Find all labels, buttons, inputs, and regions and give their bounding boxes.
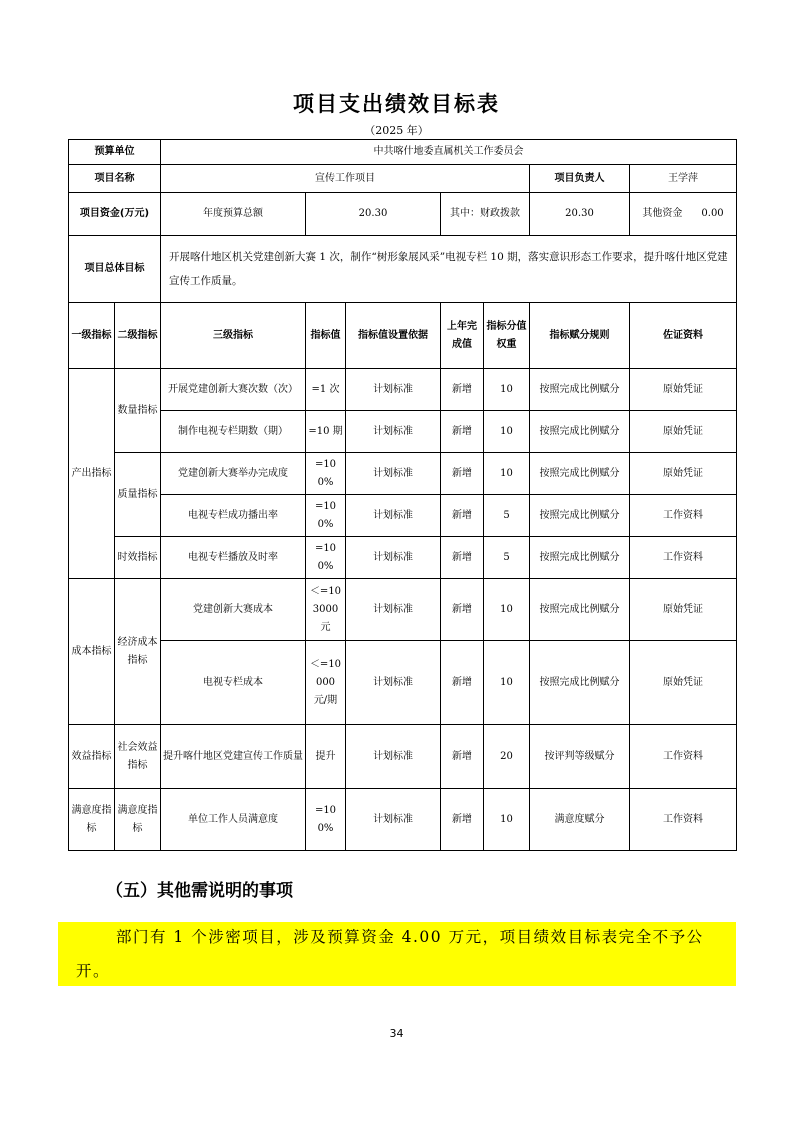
row-rule: 满意度赋分	[530, 789, 630, 851]
row-weight: 5	[484, 537, 530, 579]
row-last: 新增	[441, 369, 484, 411]
row-basis: 计划标准	[346, 495, 441, 537]
page-title: 项目支出绩效目标表	[293, 92, 500, 116]
row-rule: 按照完成比例赋分	[530, 411, 630, 453]
row-last: 新增	[441, 411, 484, 453]
row-rule: 按照完成比例赋分	[530, 495, 630, 537]
col-level3: 三级指标	[161, 303, 306, 369]
overall-goal-label: 项目总体目标	[69, 236, 161, 303]
row-value: ＜=10000 元/期	[306, 641, 346, 725]
table-row	[69, 789, 737, 851]
page-number: 34	[389, 1027, 404, 1040]
row-basis: 计划标准	[346, 411, 441, 453]
col-level2: 二级指标	[115, 303, 161, 369]
group-timeliness: 时效指标	[115, 537, 161, 579]
row-basis: 计划标准	[346, 579, 441, 641]
row-last: 新增	[441, 537, 484, 579]
row-name: 党建创新大赛举办完成度	[161, 453, 306, 495]
row-evidence: 工作资料	[630, 495, 737, 537]
row-rule: 按照完成比例赋分	[530, 641, 630, 725]
row-weight: 10	[484, 411, 530, 453]
row-value: =10 期	[306, 411, 346, 453]
row-name: 党建创新大赛成本	[161, 579, 306, 641]
funding-label: 项目资金(万元)	[69, 193, 161, 236]
row-evidence: 工作资料	[630, 537, 737, 579]
row-value: =1 次	[306, 369, 346, 411]
project-name-label: 项目名称	[69, 165, 161, 193]
group-social-benefit: 社会效益指标	[115, 725, 161, 789]
table-row	[69, 579, 737, 641]
project-lead-label: 项目负责人	[530, 165, 630, 193]
row-name: 开展党建创新大赛次数（次）	[161, 369, 306, 411]
row-last: 新增	[441, 641, 484, 725]
row-weight: 10	[484, 641, 530, 725]
col-rule: 指标赋分规则	[530, 303, 630, 369]
col-last-year: 上年完成值	[441, 303, 484, 369]
table-row	[69, 453, 737, 495]
group-output: 产出指标	[69, 369, 115, 579]
row-name: 制作电视专栏期数（期）	[161, 411, 306, 453]
row-rule: 按照完成比例赋分	[530, 579, 630, 641]
row-name: 提升喀什地区党建宣传工作质量	[161, 725, 306, 789]
funding-row	[69, 193, 737, 236]
group-quantity: 数量指标	[115, 369, 161, 453]
row-last: 新增	[441, 725, 484, 789]
project-lead-value: 王学萍	[630, 165, 737, 193]
group-satisfaction-sub: 满意度指标	[115, 789, 161, 851]
row-rule: 按照完成比例赋分	[530, 537, 630, 579]
section-body: 部门有 1 个涉密项目，涉及预算资金 4.00 万元，项目绩效目标表完全不予公开。	[76, 928, 704, 980]
row-value: ＜=103000 元	[306, 579, 346, 641]
row-name: 单位工作人员满意度	[161, 789, 306, 851]
row-rule: 按评判等级赋分	[530, 725, 630, 789]
overall-goal-row	[69, 236, 737, 303]
row-value: =100%	[306, 495, 346, 537]
other-funds-cell	[630, 193, 737, 236]
row-value: 提升	[306, 725, 346, 789]
col-value: 指标值	[306, 303, 346, 369]
row-value: =100%	[306, 453, 346, 495]
row-weight: 10	[484, 789, 530, 851]
row-weight: 20	[484, 725, 530, 789]
row-evidence: 工作资料	[630, 789, 737, 851]
row-evidence: 原始凭证	[630, 453, 737, 495]
col-level1: 一级指标	[69, 303, 115, 369]
column-header-row	[69, 303, 737, 369]
row-name: 电视专栏成功播出率	[161, 495, 306, 537]
row-evidence: 原始凭证	[630, 411, 737, 453]
table-row	[69, 641, 737, 725]
table-row	[69, 495, 737, 537]
row-basis: 计划标准	[346, 453, 441, 495]
budget-unit-row	[69, 140, 737, 165]
row-last: 新增	[441, 453, 484, 495]
group-quality: 质量指标	[115, 453, 161, 537]
table-row	[69, 411, 737, 453]
row-weight: 10	[484, 369, 530, 411]
row-basis: 计划标准	[346, 369, 441, 411]
annual-budget-value: 20.30	[306, 193, 441, 236]
table-row	[69, 725, 737, 789]
fiscal-label: 其中：财政拨款	[441, 193, 530, 236]
row-rule: 按照完成比例赋分	[530, 369, 630, 411]
row-basis: 计划标准	[346, 641, 441, 725]
row-name: 电视专栏播放及时率	[161, 537, 306, 579]
performance-target-table	[68, 139, 737, 851]
row-weight: 10	[484, 453, 530, 495]
group-benefit: 效益指标	[69, 725, 115, 789]
annual-budget-label: 年度预算总额	[161, 193, 306, 236]
group-economic-cost: 经济成本指标	[115, 579, 161, 725]
col-basis: 指标值设置依据	[346, 303, 441, 369]
table-row	[69, 369, 737, 411]
overall-goal-text: 开展喀什地区机关党建创新大赛 1 次，制作“树形象展风采”电视专栏 10 期，落实意识形态工作要求，提升喀什地区党建宣传工作质量。	[161, 236, 737, 303]
row-rule: 按照完成比例赋分	[530, 453, 630, 495]
budget-unit-label: 预算单位	[69, 140, 161, 165]
year-label: （2025 年）	[364, 124, 429, 137]
row-weight: 5	[484, 495, 530, 537]
row-evidence: 工作资料	[630, 725, 737, 789]
row-last: 新增	[441, 579, 484, 641]
budget-unit-value: 中共喀什地委直属机关工作委员会	[161, 140, 737, 165]
project-name-row	[69, 165, 737, 193]
fiscal-value: 20.30	[530, 193, 630, 236]
row-name: 电视专栏成本	[161, 641, 306, 725]
col-evidence: 佐证资料	[630, 303, 737, 369]
group-cost: 成本指标	[69, 579, 115, 725]
group-satisfaction: 满意度指标	[69, 789, 115, 851]
row-last: 新增	[441, 495, 484, 537]
row-value: =100%	[306, 789, 346, 851]
row-evidence: 原始凭证	[630, 369, 737, 411]
project-name-value: 宣传工作项目	[161, 165, 530, 193]
row-basis: 计划标准	[346, 537, 441, 579]
col-weight: 指标分值权重	[484, 303, 530, 369]
other-funds-label: 其他资金	[642, 208, 683, 219]
row-weight: 10	[484, 579, 530, 641]
other-funds-value: 0.00	[701, 208, 724, 219]
table-row	[69, 537, 737, 579]
row-basis: 计划标准	[346, 789, 441, 851]
row-evidence: 原始凭证	[630, 579, 737, 641]
row-value: =100%	[306, 537, 346, 579]
row-evidence: 原始凭证	[630, 641, 737, 725]
row-last: 新增	[441, 789, 484, 851]
row-basis: 计划标准	[346, 725, 441, 789]
section-heading: （五）其他需说明的事项	[106, 881, 293, 901]
